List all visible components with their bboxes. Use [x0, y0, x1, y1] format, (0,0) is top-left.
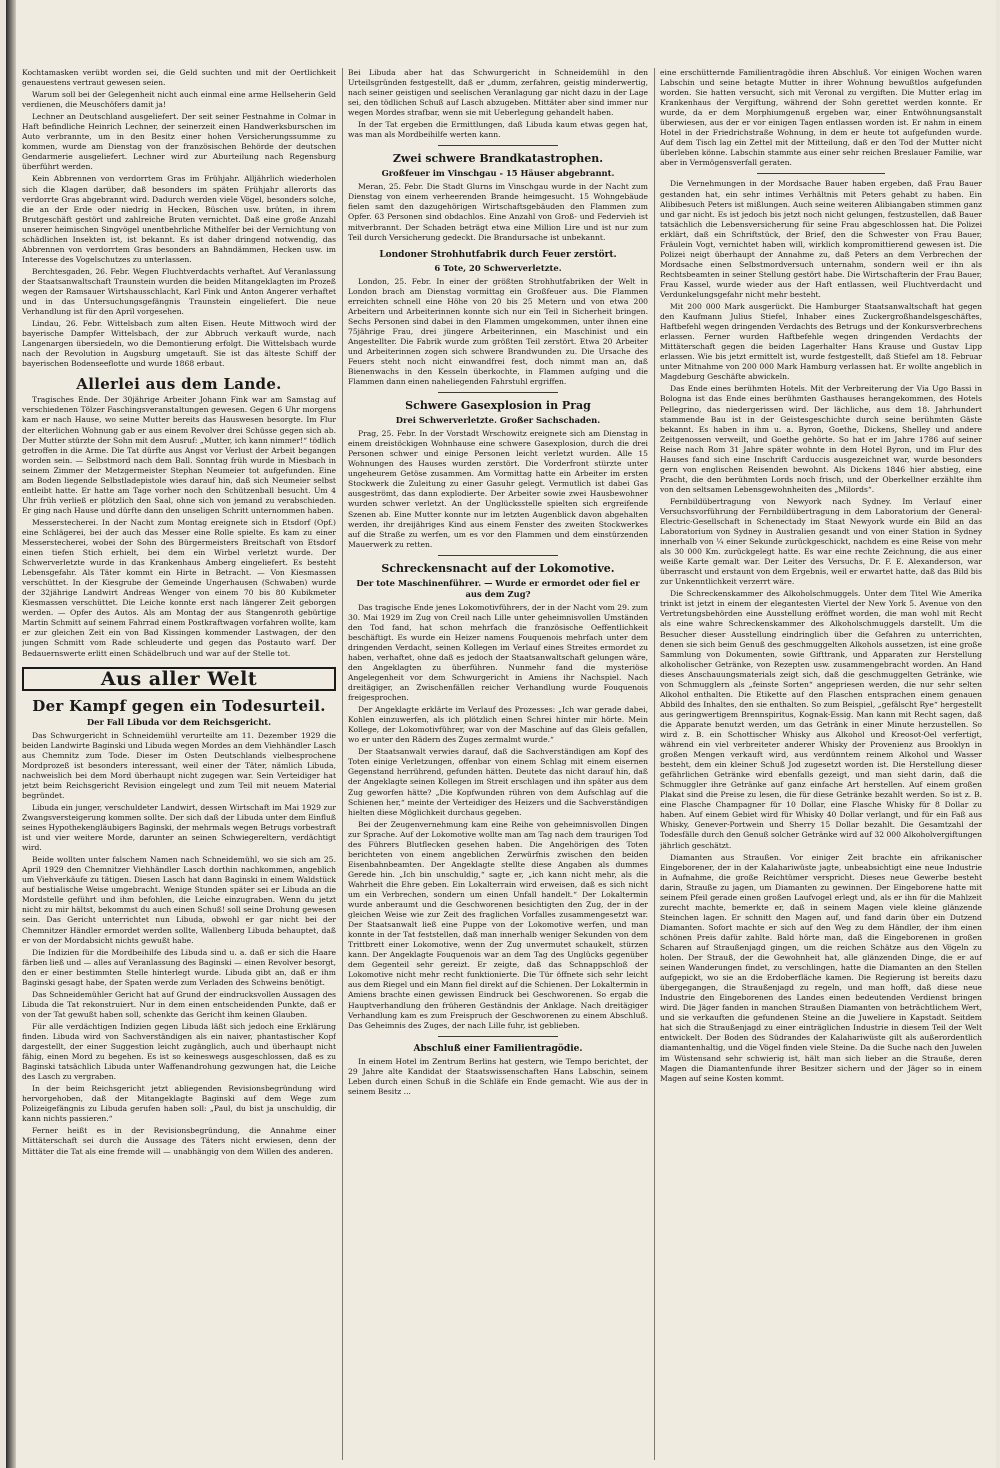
- article-text: Das tragische Ende jenes Lokomotivführers, der in der Nacht vom 29. zum 30. Mai 1929 im Zug von Creil nach Lille unter geheimnisvollen Umständen den Tod fand, hat schon mehrfach die französische Oeffentlichkeit beschäftigt. Es wurde ein Heizer namens Fouquenois mehrfach unter dem dringenden Verdacht, seinen Kollegen im Verlauf eines Streites ermordet zu haben, verhaftet, ohne daß es jedoch der Staatsanwaltschaft gelungen wäre, den Angeklagten zu überführen. Nunmehr fand die mysteriöse Angelegenheit vor dem Schwurgericht in Amiens ihr Nachspiel. Nach dreitägiger, an Zwischenfällen reicher Verhandlung wurde Fouquenois freigesprochen.: [348, 602, 648, 703]
- article-text: eine erschütternde Familientragödie ihren Abschluß. Vor einigen Wochen waren Labschin und seine betagte Mutter in ihrer Wohnung bewußtlos aufgefunden worden. Sie hatten versucht, sich mit Veronal zu vergiften. Die Mutter erlag im Krankenhaus der Vergiftung, während der Sohn gerettet werden konnte. Er wurde, da er dem Morphiumgenuß ergeben war, einer Entwöhnungsanstalt überwiesen, aus der er vor einigen Tagen entlassen worden ist. Er nahm in einem Hotel in der Friedrichstraße Wohnung, in dem er heute tot aufgefunden wurde. Auf dem Tisch lag ein Zettel mit der Mitteilung, daß er den Tod der Mutter nicht überleben könne. Labschin stammte aus einer sehr reichen Breslauer Familie, war aber in Vermögensverfall geraten.: [660, 68, 982, 168]
- article-text: Die Vernehmungen in der Mordsache Bauer haben ergeben, daß Frau Bauer gestanden hat, ein sehr intimes Verhältnis mit Peters gehabt zu haben. Ein Alibibesuch Peters ist mißlungen. Auch seine weiteren Alibiangaben stimmen ganz und gar nicht. Es ist jedoch bis jetzt noch nicht gelungen, festzustellen, daß Bauer tatsächlich die Lebensversicherung für seine Frau abgeschlossen hat. Die Polizei erklärt, daß ein Schriftstück, der Brief, den die Schwester von Frau Bauer, Fräulein Vogt, vernichtet haben will, wirklich kompromittierend gewesen ist. Die Polizei neigt überhaupt der Annahme zu, daß Peters an dem Verbrechen der Mordsache einen Selbstmordversuch unternahm, sondern weil er ihn als Rechtsbeamten in seiner Stellung gestört habe. Die Wirtschafterin der Frau Bauer, Frau Kassel, wurde wieder aus der Haft entlassen, weil Fluchtverdacht und Verdunkelungsgefahr nicht mehr besteht.: [660, 179, 982, 299]
- article-text: Das Ende eines berühmten Hotels. Mit der Verbreiterung der Via Ugo Bassi in Bologna ist das Ende eines berühmten Gasthauses herangekommen, des Hotels Pellegrino, das niedergerissen wird. Der lächliche, aus dem 18. Jahrhundert stammende Bau ist in der Geistesgeschichte durch seine berühmten Gäste bekannt. Es haben in ihm u. a. Byron, Goethe, Dickens, Shelley und andere Zeitgenossen verweilt, und Goethe gehörte. So hat er im Jahre 1786 auf seiner Reise nach Rom 31 Jahre später wohnte in dem Hotel Byron, und im Flur des Hauses fand sich eine Inschrift Carduccis ausgezeichnet war, wurde besonders gern von englischen Reisenden bewohnt. Als Dickens 1846 hier abstieg, eine Pracht, die den berühmten Lords noch frisch, und der Oberkellner erzählte ihm von den seltsamen Lebensgewohnheiten des „Milords“.: [660, 384, 982, 494]
- article-text: Das Schwurgericht in Schneidemühl verurteilte am 11. Dezember 1929 die beiden Landwirte Baginski und Libuda wegen Mordes an dem Viehhändler Lasch aus Chemnitz zum Tode. Dieser im Osten Deutschlands vielbesprochene Mordprozeß ist besonders interessant, weil einer der Täter, nämlich Libuda, nachweislich bei dem Mord überhaupt nicht zugegen war. Sein Verteidiger hat jetzt beim Reichsgericht Revision eingelegt und zum Teil mit neuem Material begründet.: [22, 730, 336, 800]
- article-text: In der beim Reichsgericht jetzt abliegenden Revisionsbegründung wird hervorgehoben, daß der Mitangeklagte Baginski auf dem Wege zum Polizeigefängnis zu Libuda gerufen haben soll: „Paul, du bist ja unschuldig, dir kann nichts passieren.“: [22, 1084, 336, 1124]
- article-headline: Schwere Gasexplosion in Prag: [405, 399, 591, 413]
- divider: [757, 173, 886, 174]
- article-text: Lindau, 26. Febr. Wittelsbach zum alten Eisen. Heute Mittwoch wird der bayerische Dampfer Wittelsbach, der zur Abbruch verkauft wurde, nach Langenargen übersiedeln, wo die Demontierung erfolgt. Die Wittelsbach wurde nach der Revolution in Augsburg umgetauft. Sie ist das älteste Schiff der bayerischen Bodenseeflotte und wurde 1868 erbaut.: [22, 319, 336, 369]
- divider: [438, 1036, 558, 1037]
- article-text: Diamanten aus Straußen. Vor einiger Zeit brachte ein afrikanischer Eingeborener, der in der Kalahariwüste jagte, unbeabsichtigt eine neue Industrie in Aufnahme, die große Reichtümer verspricht. Dieses neue Gewerbe besteht darin, Strauße zu jagen, um Diamanten zu gewinnen. Der Eingeborene hatte mit seinem Pfeil gerade einen großen Laufvogel erlegt und, als er ihn für die Mahlzeit zurecht machte, bemerkte er, daß in seinem Magen viele kleine glänzende Steinchen lagen. Er schnitt den Magen auf, und fand darin über ein Dutzend Diamanten. Sofort machte er sich auf den Weg zu dem Händler, der ihm einen schönen Preis dafür zahlte. Bald hörte man, daß die Eingeborenen in großen Scharen auf Straußenjagd gingen, um die reichen Schätze aus den Vögeln zu holen. Der Strauß, der die Gewohnheit hat, alle glänzenden Dinge, die er auf seinen Wanderungen findet, zu verschlingen, hatte die Diamanten an den Stellen aufgepickt, wo sie an die Erdoberfläche kamen. Die Regierung ist bereits dazu übergegangen, die Straußenjagd zu regeln, und man hofft, daß diese neue Industrie den Eingeborenen des Landes einen bedeutenden Verdienst bringen wird. Die Jäger fanden in manchen Straußen Diamanten von beträchtlichem Wert, und sie verkauften die gefundenen Steine an die Juweliere in Kapstadt. Seitdem hat sich die Straußenjagd zu einer einträglichen Industrie in diesem Teil der Welt entwickelt. Der Boden des Südrandes der Kalahariwüste gilt als außerordentlich diamantenhaltig, und die Vögel finden viele Steine. Da die Suche nach den Juwelen im Wüstensand sehr schwierig ist, hält man sich lieber an die Strauße, deren Magen die Diamantenfunde ihrer Besitzer sichern und der Jäger so in einem Magen auf seine Kosten kommt.: [660, 852, 982, 1083]
- divider: [438, 555, 558, 556]
- article-text: Die Schreckenskammer des Alkoholschmuggels. Unter dem Titel Wie Amerika trinkt ist jetzt in einem der elegantesten Viertel der New York 5. Avenue von den Vertretungsbehörden eine Ausstellung eröffnet worden, die man wohl mit Recht als eine wahre Schreckenskammer des Alkoholschmuggels darstellt. Um die Besucher dieser Ausstellung eindringlich über die Gefahren zu unterrichten, denen sie sich beim Genuß des geschmuggelten Alkohols aussetzen, ist eine große Sammlung von Dokumenten, sowie Gifttrank, und Apparaten zur Herstellung alkoholischer Getränke, von Rezepten usw. zusammengebracht worden. An Hand dieses Anschauungsmaterials zeigt sich, daß die geschmuggelten Getränke, wie von Schmugglern als „feinste Sorten“ angepriesen werden, die nur sehr selten Alkohol enthalten. Die Etikette auf den Flaschen entsprachen einem genauen Abbild des Inhaltes, den sie enthalten. So zum Beispiel, „gefälscht Rye“ hergestellt aus geringwertigem Brennspiritus, Kognak-Essig. Man kann mit Recht sagen, daß die Apparate benutzt werden, um das Getränk in einer Minute herzustellen. So wird z. B. ein Schottischer Whisky aus Alkohol und Kreosot-Oel verfertigt, während ein viel verbreiteter anderer Whisky der Provenienz aus Brooklyn in großen Mengen verkauft wird, aus verdünntem reinem Alkohol und Wasser besteht, dem ein kleiner Schuß Jod zugesetzt worden ist. Die Herstellung dieser gefährlichen Getränke wird ebenfalls gezeigt, und man sieht darin, daß die Schmuggler ihre Getränke auf ganz einfache Art herstellen. Auf einem großen Plakat sind die Preise zu lesen, die für diese Getränke bezahlt werden. So ist z. B. eine Flasche Champagner für 10 Dollar, eine Flasche Whisky für 8 Dollar zu haben. Auf einem Gebiet wird für Whisky 40 Dollar verlangt, und für ein Faß aus Whisky, Genever-Portwein und Sherry 15 Dollar bezahlt. Die Gesamtzahl der Todesfälle durch den Genuß solcher Getränke wird auf 32 000 Alkoholvergiftungen jährlich geschätzt.: [660, 589, 982, 850]
- article-headline: Londoner Strohhutfabrik durch Feuer zerstört.: [379, 249, 617, 260]
- article-text: Lechner an Deutschland ausgeliefert. Der seit seiner Festnahme in Colmar in Haft befindliche Heinrich Lechner, der seinerzeit einen Handwerksburschen im Auto verbrannte, um in den Besitz einer hohen Versicherungssumme zu kommen, wurde am Dienstag von der französischen Behörde der deutschen Gendarmerie ausgeliefert. Lechner wird zur Aburteilung nach Regensburg überführt werden.: [22, 112, 336, 172]
- section-heading: Allerlei aus dem Lande.: [76, 375, 282, 394]
- article-text: Bei der Zeugenvernehmung kam eine Reihe von geheimnisvollen Dingen zur Sprache. Auf der Lokomotive wollte man am Tag nach dem traurigen Tod des Führers Blutflecken gesehen haben. Die Angehörigen des Toten berichteten von einem angeblichen Zerwürfnis zwischen den beiden Eisenbahnbeamten. Der Angeklagte stellte diese Angaben als dummes Gerede hin. „Ich bin unschuldig,“ sagte er, „ich kann nicht mehr, als die Wahrheit die Ehre geben. Ein Lokalterrain wird erweisen, daß es sich nicht um ein Verbrechen, sondern um einen Unfall handelt.“ Der Lokaltermin wurde anberaumt und die Geschworenen besichtigten den Zug, der in der gleichen Weise wie zur Zeit des fraglichen Vorfalles zusammengesetzt war. Der Staatsanwalt ließ eine Puppe von der Lokomotive werfen, und man konnte in der Tat feststellen, daß man innerhalb weniger Sekunden von dem Trittbrett einer Lokomotive, wenn der Zug unvermutet schaukelt, stürzen kann. Der Angeklagte Fouquenois war an dem Tag des Unglücks gegenüber dem Gegenteil sehr gereizt. Er zeigte, daß das Schnappschloß der Lokomotive nicht mehr recht funktionierte. Die Tür öffnete sich sehr leicht aus dem Riegel und ein Mann fiel direkt auf die Schienen. Der Lokaltermin in Amiens brachte einen gewissen Eindruck bei Geschworenen. So ergab die Hauptverhandlung den früheren Geständnis der Anklage. Nach dreitägiger Verhandlung kam es zum Freispruch der Geschworenen zu einem Abschluß. Das Geheimnis des Zuges, der nach Lille fuhr, ist geblieben.: [348, 819, 648, 1030]
- article-headline: Schreckensnacht auf der Lokomotive.: [381, 561, 615, 575]
- divider: [438, 392, 558, 393]
- section-banner: Aus aller Welt: [22, 667, 336, 691]
- article-subheadline: Großfeuer im Vinschgau - 15 Häuser abgebrannt.: [381, 168, 615, 179]
- article-text: Ferner heißt es in der Revisionsbegründung, die Annahme einer Mittäterschaft sei durch die Aussage des Täters nicht erwiesen, denn der Mittäter die Tat als eine fremde will — unabhängig von dem Willen des anderen.: [22, 1126, 336, 1156]
- article-text: Warum soll bei der Gelegenheit nicht auch einmal eine arme Hellseherin Geld verdienen, die Meuschöfers damit ja!: [22, 90, 336, 110]
- newspaper-page: [6, 0, 996, 1468]
- article-text: In einem Hotel im Zentrum Berlins hat gestern, wie Tempo berichtet, der 29 Jahre alte Kandidat der Staatswissenschaften Hans Labschin, seinem Leben durch einen Schuß in die Schläfe ein Ende gemacht. Wie aus der in seinem Besitz ...: [348, 1056, 648, 1096]
- column-right: [660, 68, 982, 1460]
- divider: [438, 145, 558, 146]
- article-text: Tragisches Ende. Der 30jährige Arbeiter Johann Fink war am Samstag auf verschiedenen Tölzer Faschingsveranstaltungen gewesen. Gegen 6 Uhr morgens kam er nach Hause, wo seine Mutter bereits das Hauswesen besorgte. Im Flur der elterlichen Wohnung gab er aus einem Revolver drei Schüsse gegen sich ab. Der Mutter stürzte der Sohn mit dem Ausruf: „Mutter, ich kann nimmer!“ tödlich getroffen in die Arme. Die Tat dürfte aus Angst vor Verlust der Arbeit begangen worden sein. — Selbstmord nach dem Ball. Sonntag früh wurde in Miesbach in seinem Zimmer der Metzgermeister Stephan Neumeier tot aufgefunden. Eine am Boden liegende Selbstladepistole wies darauf hin, daß sich Neumeier selbst entleibt hatte. Er hatte am Tage vorher noch den Schützenball besucht. Um 4 Uhr früh verließ er plötzlich den Saal, ohne sich von jemand zu verabschieden. Er ging nach Hause und dürfte dann den unseligen Schritt unternommen haben.: [22, 395, 336, 515]
- article-subheadline: Drei Schwerverletzte. Großer Sachschaden.: [395, 415, 601, 426]
- article-headline: Abschluß einer Familientragödie.: [413, 1043, 583, 1054]
- column-rule: [654, 68, 655, 1460]
- page-binding-edge: [6, 0, 16, 1468]
- article-text: Kein Abbrennen von verdorrtem Gras im Frühjahr. Alljährlich wiederholen sich die Klagen darüber, daß besonders im späten Frühjahr allerorts das verdorrte Gras abgebrannt wird. Dadurch werden viele Vögel, besonders solche, die an der Erde oder niedrig in Hecken, Büschen usw. brüten, in ihrem Brutgeschäft gestört und zahlreiche Bruten vernichtet. Daß eine große Anzahl unserer heimischen Singvögel unentbehrliche Mithelfer bei der Vernichtung von schädlichen Insekten ist, ist bekannt. Es ist daher dringend notwendig, das Abbrennen von verdorrtem Gras besonders an Bahndämmen, Hecken usw. im Interesse des Vogelschutzes zu unterlassen.: [22, 174, 336, 264]
- article-text: Das Schneidemühler Gericht hat auf Grund der eindrucksvollen Aussagen des Libuda die Tat rekonstruiert. Nur in dem einen entscheidenden Punkte, daß er von der Tat gewußt haben soll, schenkte das Gericht ihm keinen Glauben.: [22, 989, 336, 1019]
- article-text: Messerstecherei. In der Nacht zum Montag ereignete sich in Etsdorf (Opf.) eine Schlägerei, bei der auch das Messer eine Rolle spielte. Es kam zu einer Messerstecherei, wobei der Sohn des Bürgermeisters Breitschaft von Etsdorf einen tiefen Stich erhielt, bei dem ein Wirbel verletzt wurde. Der Schwerverletzte wurde in das Krankenhaus Amberg eingeliefert. Es besteht Lebensgefahr. Als Täter kommt ein Hirte in Betracht. — Von Kiesmassen verschüttet. In der Kiesgrube der Gemeinde Ungerhausen (Schwaben) wurde der 32jährige Landwirt Andreas Wenger von einem 70 bis 80 Kubikmeter Kiesmassen verschüttet. Die Leiche konnte erst nach längerer Zeit geborgen werden. — Opfer des Autos. Als am Montag der aus Stangenroth gebürtige Martin Schmitt auf seinem Fahrrad einem Postkraftwagen vorfahren wollte, kam er zur gleichen Zeit ein von Bad Kissingen kommender Lastwagen, der den jungen Schmitt vom Rade schleuderte und gegen das Postauto warf. Der Bedauernswerte erlitt einen Schädelbruch und war auf der Stelle tot.: [22, 517, 336, 658]
- article-text: Libuda ein junger, verschuldeter Landwirt, dessen Wirtschaft im Mai 1929 zur Zwangsversteigerung kommen sollte. Der sich daß der Libuda unter dem Einfluß seines Hypothekengläubigers Baginski, der mehrmals wegen Betrugs vorbestraft ist und vier weitere Morde, darunter an seinen Schwiegereltern, verdächtigt wird.: [22, 802, 336, 853]
- article-headline: Zwei schwere Brandkatastrophen.: [392, 152, 604, 166]
- column-middle: [348, 68, 648, 1460]
- article-text: Der Angeklagte erklärte im Verlauf des Prozesses: „Ich war gerade dabei, Kohlen einzuwerfen, als ich plötzlich einen Schrei hinter mir hörte. Mein Kollege, der Lokomotivführer, war von der Maschine auf das Gleis gefallen, wo er unter den Rädern des Zuges zermalmt wurde.“: [348, 705, 648, 745]
- article-subheadline: Der tote Maschinenführer. — Wurde er ermordet oder fiel er aus dem Zug?: [356, 577, 640, 599]
- article-text: In der Tat ergeben die Ermittlungen, daß Libuda kaum etwas gegen hat, was man als Mordbeihilfe werten kann.: [348, 120, 648, 140]
- column-rule: [342, 68, 343, 1460]
- article-subheadline: Der Fall Libuda vor dem Reichsgericht.: [86, 716, 272, 727]
- article-text: Die Indizien für die Mordbeihilfe des Libuda sind u. a. daß er sich die Haare färben ließ und — alles auf Veranlassung des Baginski — einen Revolver besorgt, den er einer bestimmten Stelle hinterlegt wurde. Libuda gibt an, daß er ihm Baginski gesagt habe, der Spaten werde zum Verladen des Schweins benötigt.: [22, 947, 336, 987]
- column-left: [22, 68, 336, 1460]
- article-text: Kochtamasken verübt worden sei, die Geld suchten und mit der Oertlichkeit genauestens vertraut gewesen seien.: [22, 68, 336, 88]
- article-text: Beide wollten unter falschem Namen nach Schneidemühl, wo sie sich am 25. April 1929 den Chemnitzer Viehhändler Lasch dorthin nachkommen, angeblich um Viehverkäufe zu tätigen. Diesen Lasch hat dann Baginski in einem Waldstück auf bestialische Weise umgebracht. Wenige Stunden später sei er Libuda an die Mordstelle geführt und ihm befohlen, die Leiche einzugraben. Wenn du jetzt nicht zu mir hältst, bekommst du auch einen Schuß! soll seine Drohung gewesen sein. Das Gericht unterrichtet nun Libuda, obwohl er gar nicht bei der Chemnitzer Händler ermordet werden sollte, Wallenberg Libuda behauptet, daß er von der Mordabsicht nichts gewußt habe.: [22, 855, 336, 945]
- article-text: Fernbildübertragung von Newyork nach Sydney. Im Verlauf einer Versuchsvorführung der Fernbildübertragung in dem Laboratorium der General-Electric-Gesellschaft in Schenectady im Staat Newyork wurde ein Bild an das Laboratorium von Sydney in Australien gesandt und von einer Station in Sydney innerhalb von ¼ einer Sekunde zurückgeschickt, nachdem es eine Reise von mehr als 30 000 Km. zurückgelegt hatte. Es war eine rechte Zeichnung, die aus einer weiße Karte gemalt war. Der Leiter des Versuchs, Dr. F. E. Alexanderson, war überrascht und erstaunt von dem Ergebnis, weil er erwartet hatte, daß das Bild bis zur Unkenntlichkeit verzerrt wäre.: [660, 496, 982, 587]
- article-text: Berchtesgaden, 26. Febr. Wegen Fluchtverdachts verhaftet. Auf Veranlassung der Staatsanwaltschaft Traunstein wurden die beiden Mitangeklagten im Prozeß wegen der Ramsauer Wirtshausschlacht, Karl Fink und Anton Angerer verhaftet und in das Untersuchungsgefängnis Traunstein eingeliefert. Die neue Verhandlung ist für den April vorgesehen.: [22, 266, 336, 317]
- article-text: Prag, 25. Febr. In der Vorstadt Wrschowitz ereignete sich am Dienstag in einem dreistöckigen Wohnhause eine schwere Gasexplosion, durch die drei Personen schwer und einige Personen leicht verletzt wurden. Alle 15 Wohnungen des Hauses wurden zerstört. Die Vorderfront stürzte unter ungeheurem Getöse zusammen. Am Vormittag hatte ein Arbeiter im ersten Stockwerk die Zuleitung zu einer Gasuhr gelegt. Vermutlich ist dabei Gas ausgeströmt, das dann explodierte. Der Arbeiter sowie zwei Hausbewohner wurden schwer verletzt. An der Unglücksstelle spielten sich ergreifende Szenen ab. Eine Mutter konnte nur im letzten Augenblick davon abgehalten werden, ihr dreijähriges Kind aus einem Fenster des zweiten Stockwerkes auf die Straße zu werfen, um es vor den Flammen und dem einstürzenden Mauerwerk zu retten.: [348, 429, 648, 549]
- article-text: Bei Libuda aber hat das Schwurgericht in Schneidemühl in den Urteilsgründen festgestellt, daß er „dumm, zerfahren, geistig minderwertig, nach seiner geistigen und seelischen Veranlagung gar nicht dazu in der Lage sei, den tödlichen Schuß auf Lasch abzugeben. Mittäter aber sind immer nur wegen Mordes strafbar, wenn sie mit Ueberlegung gehandelt haben.: [348, 68, 648, 118]
- article-text: Für alle verdächtigen Indizien gegen Libuda läßt sich jedoch eine Erklärung finden. Libuda wird von Sachverständigen als ein naiver, phantastischer Kopf dargestellt, der einer Suggestion leicht zugänglich, auch und überhaupt nicht fähig, einen Mord zu begehen. Es ist so keineswegs ausgeschlossen, daß es zu Baginski tatsächlich Libuda unter Waffenandrohung gezwungen hat, die Leiche des Lasch zu vergraben.: [22, 1021, 336, 1082]
- article-text: Mit 200 000 Mark ausgerückt. Die Hamburger Staatsanwaltschaft hat gegen den Kaufmann Julius Stiefel, Inhaber eines Zuckergroßhandelsgeschäftes, Haftbefehl wegen dringenden Verdachts des Betrugs und der Konkursverbrechens erlassen. Ferner wurden Haftbefehle wegen dringenden Verdachts der Mittäterschaft gegen die beiden Lagerhalter Hans Krause und Gustav Lipp erlassen. Wie bis jetzt ermittelt ist, wurde festgestellt, daß Stiefel am 18. Februar unter Mitnahme von 200 000 Mark Hamburg verlassen hat. Er wollte angeblich in Magdeburg Geschäfte abwickeln.: [660, 302, 982, 382]
- article-text: Der Staatsanwalt verwies darauf, daß die Sachverständigen am Kopf des Toten einige Verletzungen, offenbar von einem Schlag mit einem eisernen Gegenstand herrührend, gefunden hätten. Deutete das nicht darauf hin, daß der Angeklagte seinen Kollegen im Streit erschlagen und ihn später aus dem Zug geworfen hätte? „Die Kopfwunden rühren von dem Aufschlag auf die Schienen her,“ meinte der Verteidiger des Heizers und die Sachverständigen hielten diese Möglichkeit durchaus gegeben.: [348, 747, 648, 817]
- article-headline: Der Kampf gegen ein Todesurteil.: [32, 696, 326, 715]
- article-text: London, 25. Febr. In einer der größten Strohhutfabriken der Welt in London brach am Dienstag vormittag ein Großfeuer aus. Die Flammen erreichten schnell eine Höhe von 20 bis 25 Metern und von etwa 200 Arbeitern und Arbeiterinnen konnte sich nur ein Teil in Sicherheit bringen. Sechs Personen sind dabei in den Flammen umgekommen, unter ihnen eine 75jährige Frau, drei jüngere Arbeiterinnen, ein Maschinist und ein Angestellter. Die Fabrik wurde zum größten Teil zerstört. Etwa 20 Arbeiter und Arbeiterinnen zogen sich schwere Brandwunden zu. Die Ursache des Feuers steht noch nicht einwandfrei fest, doch nimmt man an, daß Bienenwachs in den Kesseln überkochte, in Flammen aufging und die Flammen dann einen naheliegenden Fahrstuhl ergriffen.: [348, 276, 648, 387]
- article-subheadline: 6 Tote, 20 Schwerverletzte.: [434, 262, 562, 273]
- article-text: Meran, 25. Febr. Die Stadt Glurns im Vinschgau wurde in der Nacht zum Dienstag von einem verheerenden Brande heimgesucht. 15 Wohngebäude fielen samt den dazugehörigen Wirtschaftsgebäuden den Flammen zum Opfer. 63 Personen sind obdachlos. Eine Anzahl von Groß- und Federvieh ist mitverbrannt. Der Schaden beträgt etwa eine Million Lire und ist nur zum Teil durch Versicherung gedeckt. Die Brandursache ist unbekannt.: [348, 182, 648, 242]
